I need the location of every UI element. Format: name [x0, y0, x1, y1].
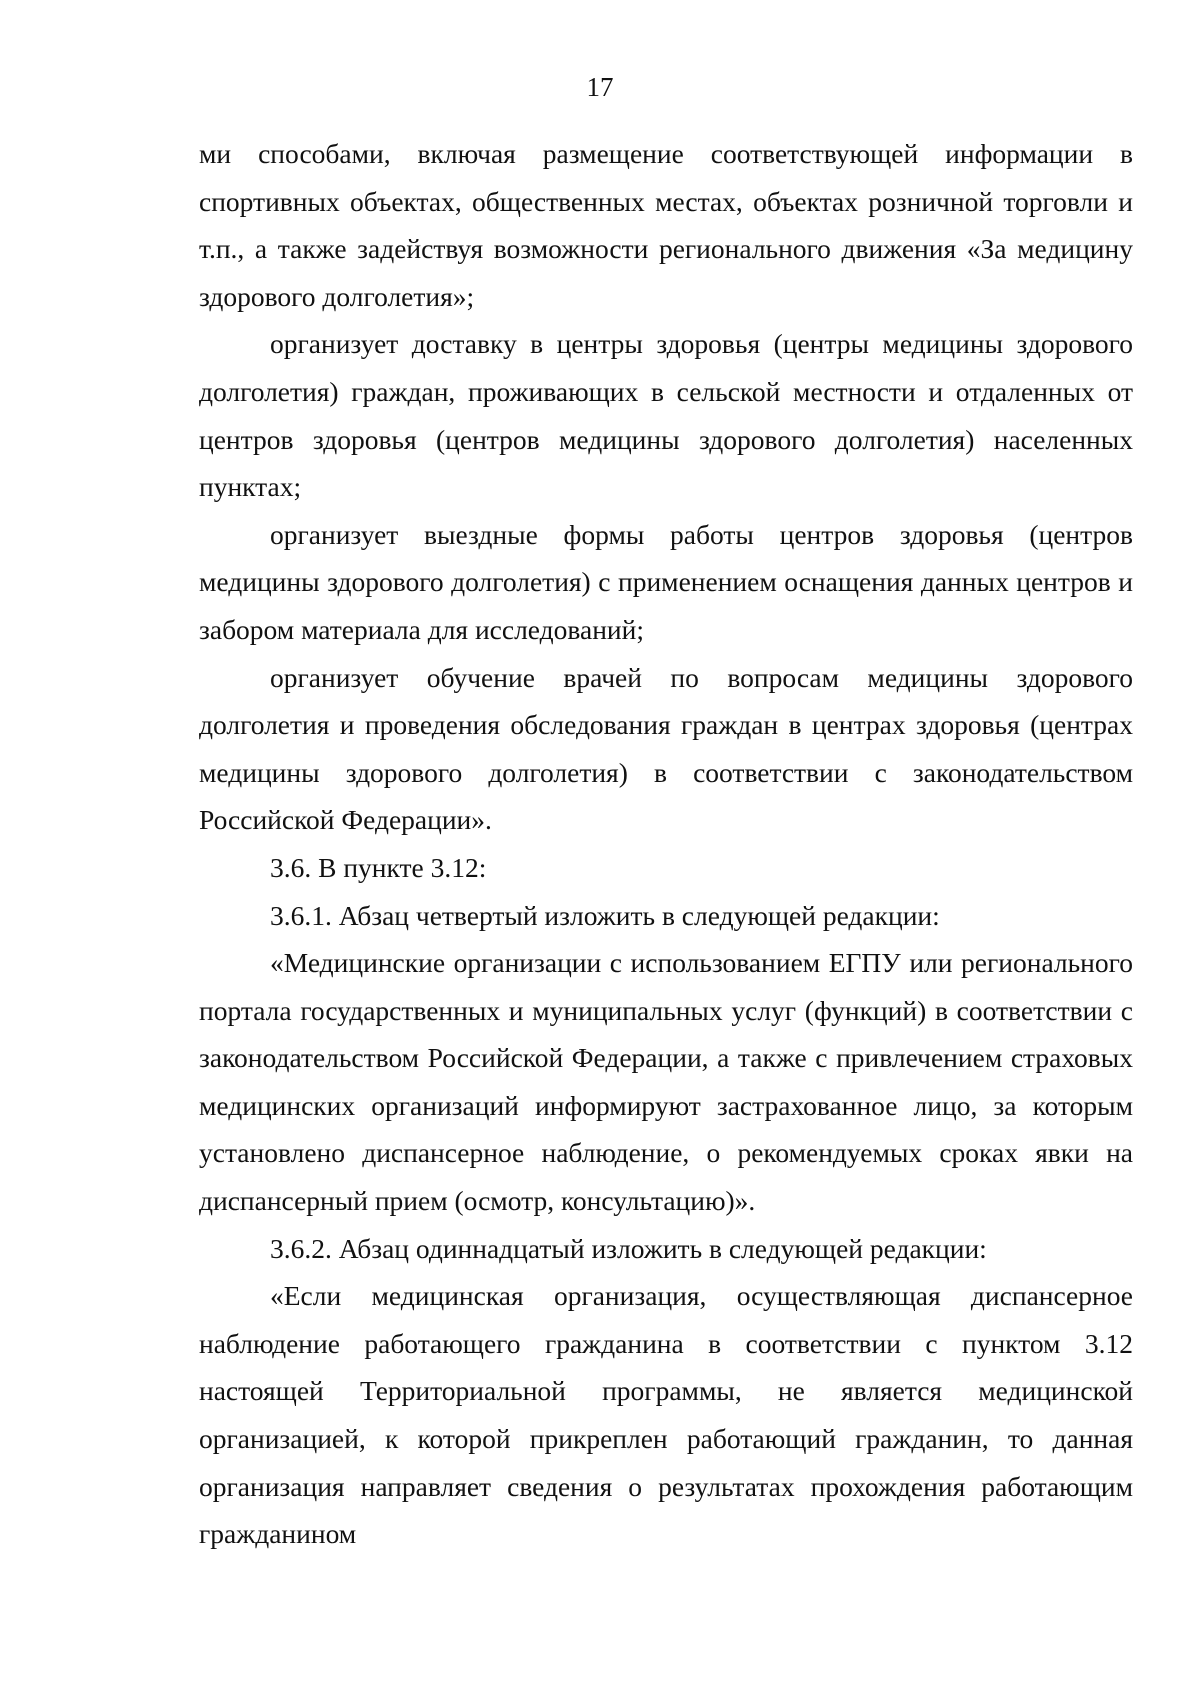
paragraph-6: 3.6.1. Абзац четвертый изложить в следующей редакции: [270, 899, 940, 931]
document-body [199, 130, 1133, 1558]
paragraph-5: 3.6. В пункте 3.12: [270, 851, 487, 883]
paragraph-1: ми способами, включая размещение соответствующей информации в спортивных объектах, общественных местах, объектах розничной торговли и т.п., а также задействуя возможности регионального движения «За медицину здорового долголетия»; [199, 138, 1133, 312]
paragraph-8: 3.6.2. Абзац одиннадцатый изложить в следующей редакции: [270, 1232, 987, 1264]
paragraph-7: «Медицинские организации с использованием ЕГПУ или регионального портала государственных и муниципальных услуг (функций) в соответствии с законодательством Российской Федерации, а также с привлечением страховых медицинских организаций информируют застрахованное лицо, за которым установлено диспансерное наблюдение, о рекомендуемых сроках явки на диспансерный прием (осмотр, консультацию)». [199, 947, 1133, 1217]
paragraph-2: организует доставку в центры здоровья (центры медицины здорового долголетия) граждан, проживающих в сельской местности и отдаленных от центров здоровья (центров медицины здорового долголетия) населенных пунктах; [199, 328, 1133, 503]
paragraph-9: «Если медицинская организация, осуществляющая диспансерное наблюдение работающего гражданина в соответствии с пунктом 3.12 настоящей Территориальной программы, не является медицинской организацией, к которой прикреплен работающий гражданин, то данная организация направляет сведения о результатах прохождения работающим гражданином [199, 1280, 1133, 1550]
paragraph-4: организует обучение врачей по вопросам медицины здорового долголетия и проведения обследования граждан в центрах здоровья (центрах медицины здорового долголетия) в соответствии с законодательством Российской Федерации». [199, 661, 1133, 836]
page-number: 17 [586, 72, 614, 102]
paragraph-3: организует выездные формы работы центров здоровья (центров медицины здорового долголетия) с применением оснащения данных центров и забором материала для исследований; [199, 518, 1133, 645]
